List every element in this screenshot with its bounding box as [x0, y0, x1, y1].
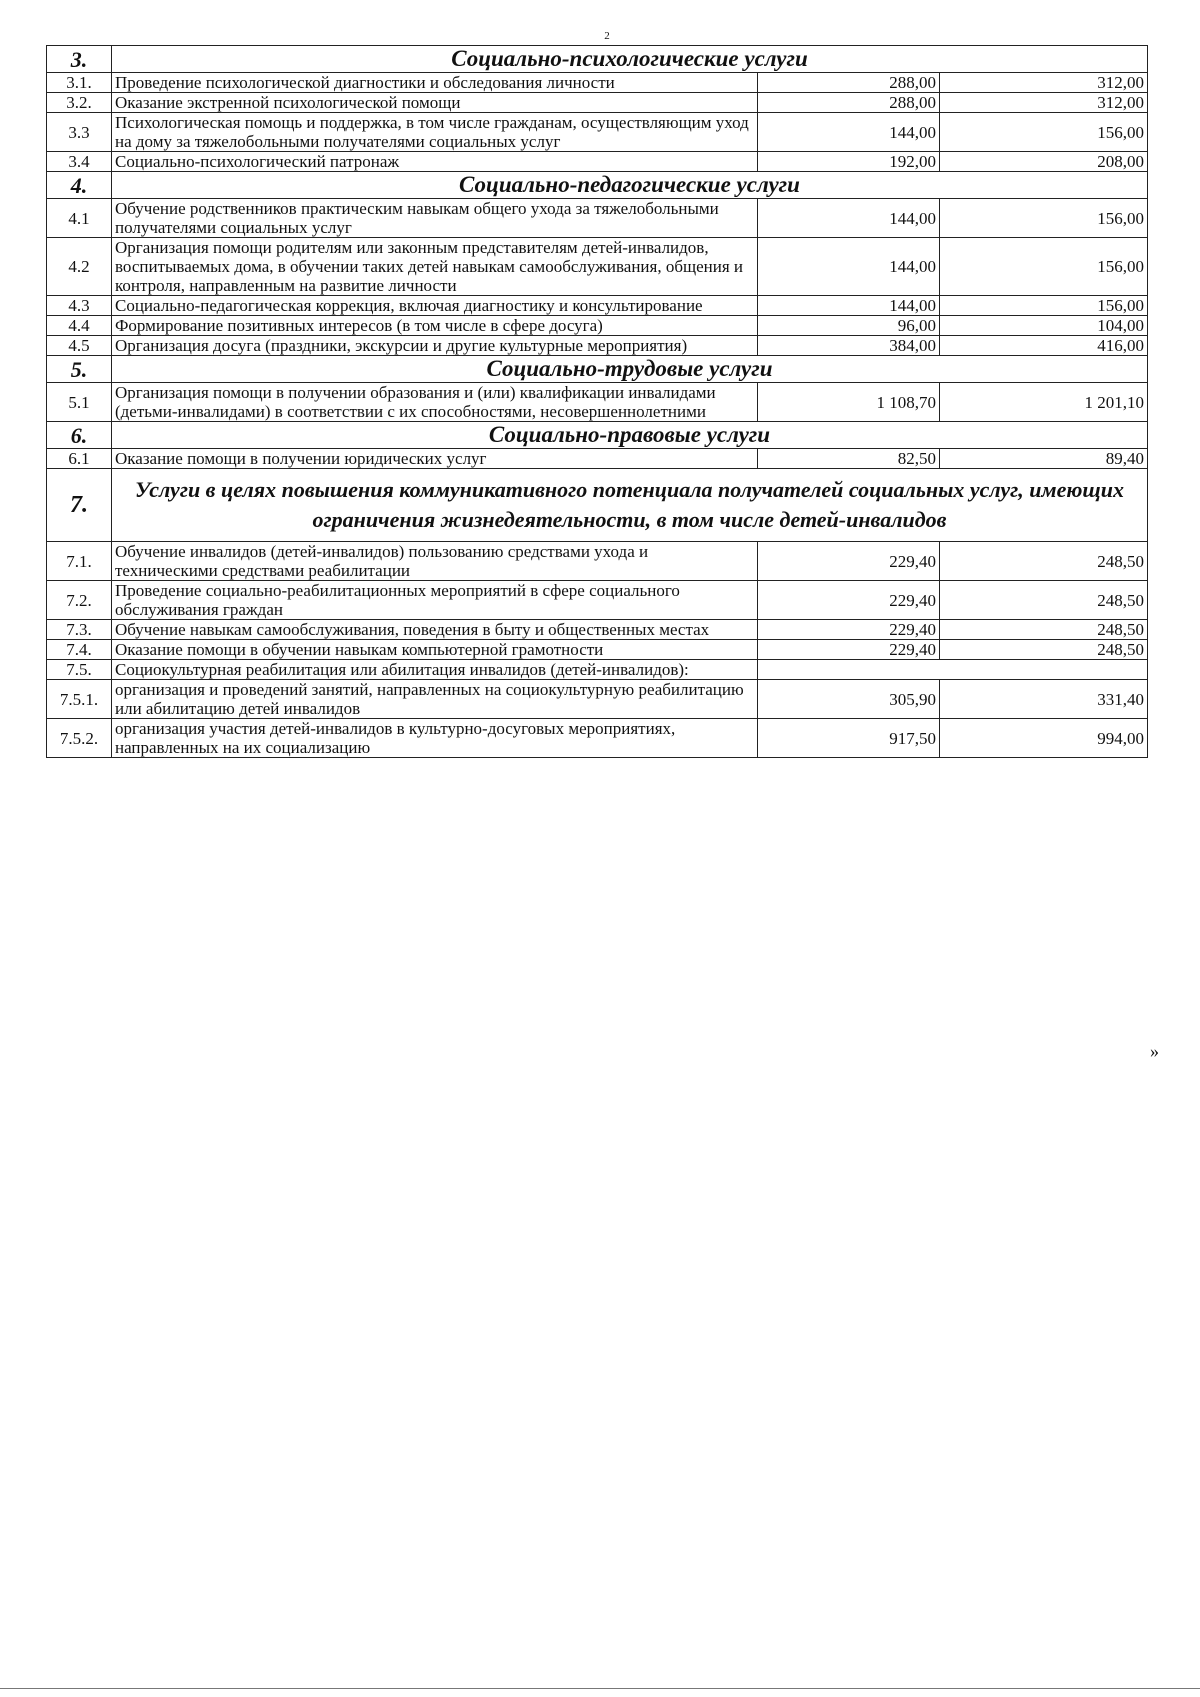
- service-name: Обучение инвалидов (детей-инвалидов) пользованию средствами ухода и техническими средствами реабилитации: [112, 542, 758, 581]
- price-value-1: 1 108,70: [758, 383, 940, 422]
- service-name: Оказание помощи в получении юридических услуг: [112, 449, 758, 469]
- row-number: 3.3: [47, 113, 112, 152]
- service-name: Проведение психологической диагностики и обследования личности: [112, 73, 758, 93]
- price-value-2: 994,00: [940, 719, 1148, 758]
- price-value-1: 144,00: [758, 296, 940, 316]
- closing-quote: »: [1150, 1041, 1159, 1061]
- row-number: 4.5: [47, 336, 112, 356]
- row-number: 4.1: [47, 199, 112, 238]
- service-name: Социально-педагогическая коррекция, включая диагностику и консультирование: [112, 296, 758, 316]
- section-number: 7.: [47, 469, 112, 542]
- row-number: 4.3: [47, 296, 112, 316]
- section-number: 3.: [47, 46, 112, 73]
- section-title: Социально-правовые услуги: [112, 422, 1148, 449]
- row-number: 7.4.: [47, 640, 112, 660]
- table-row: [47, 620, 1148, 640]
- section-header: [47, 46, 1148, 73]
- table-row: [47, 296, 1148, 316]
- price-value-2: 156,00: [940, 238, 1148, 296]
- row-number: 3.1.: [47, 73, 112, 93]
- price-value-2: 248,50: [940, 542, 1148, 581]
- table-row: [47, 238, 1148, 296]
- service-name: Обучение родственников практическим навыкам общего ухода за тяжелобольными получателями социальных услуг: [112, 199, 758, 238]
- price-value-2: 1 201,10: [940, 383, 1148, 422]
- section-title: Социально-педагогические услуги: [112, 172, 1148, 199]
- row-number: 7.1.: [47, 542, 112, 581]
- price-value-2: 156,00: [940, 199, 1148, 238]
- price-value-2: 208,00: [940, 152, 1148, 172]
- service-name: Обучение навыкам самообслуживания, поведения в быту и общественных местах: [112, 620, 758, 640]
- row-number: 7.2.: [47, 581, 112, 620]
- price-value-1: 96,00: [758, 316, 940, 336]
- service-name: Организация помощи в получении образования и (или) квалификации инвалидами (детьми-инвалидами) в соответствии с их способностями, несовершеннолетними: [112, 383, 758, 422]
- price-value-2: 248,50: [940, 581, 1148, 620]
- service-name: Оказание помощи в обучении навыкам компьютерной грамотности: [112, 640, 758, 660]
- services-price-table: [46, 45, 1148, 758]
- price-value-1: 288,00: [758, 93, 940, 113]
- table-row: [47, 316, 1148, 336]
- section-title: Социально-психологические услуги: [112, 46, 1148, 73]
- service-name: Оказание экстренной психологической помощи: [112, 93, 758, 113]
- table-row: [47, 336, 1148, 356]
- service-name: Психологическая помощь и поддержка, в том числе гражданам, осуществляющим уход на дому за тяжелобольными получателями социальных услуг: [112, 113, 758, 152]
- price-value-1: 229,40: [758, 640, 940, 660]
- price-value-2: 416,00: [940, 336, 1148, 356]
- row-number: 7.5.: [47, 660, 112, 680]
- section-header: [47, 469, 1148, 542]
- service-name: Организация помощи родителям или законным представителям детей-инвалидов, воспитываемых дома, в обучении таких детей навыкам самообслуживания, общения и контроля, направленным на развитие личности: [112, 238, 758, 296]
- price-value-1: 288,00: [758, 73, 940, 93]
- table-row: [47, 542, 1148, 581]
- table-row: [47, 73, 1148, 93]
- price-value-2: 89,40: [940, 449, 1148, 469]
- row-number: 3.2.: [47, 93, 112, 113]
- price-value-1: 144,00: [758, 238, 940, 296]
- price-value-1: 229,40: [758, 542, 940, 581]
- table-row: [47, 199, 1148, 238]
- section-header: [47, 172, 1148, 199]
- price-value-2: 331,40: [940, 680, 1148, 719]
- table-row: [47, 93, 1148, 113]
- price-value-1: 144,00: [758, 199, 940, 238]
- row-number: 7.5.1.: [47, 680, 112, 719]
- table-row: [47, 640, 1148, 660]
- price-value-1: 192,00: [758, 152, 940, 172]
- price-value-2: 156,00: [940, 296, 1148, 316]
- price-value-2: 312,00: [940, 73, 1148, 93]
- service-name: Социально-психологический патронаж: [112, 152, 758, 172]
- price-value-1: 384,00: [758, 336, 940, 356]
- section-header: [47, 422, 1148, 449]
- table-row: [47, 152, 1148, 172]
- section-number: 4.: [47, 172, 112, 199]
- service-name: Социокультурная реабилитация или абилитация инвалидов (детей-инвалидов):: [112, 660, 758, 680]
- price-value-2: 312,00: [940, 93, 1148, 113]
- table-body: [47, 46, 1148, 758]
- service-name: организация участия детей-инвалидов в культурно-досуговых мероприятиях, направленных на их социализацию: [112, 719, 758, 758]
- price-value-2: 248,50: [940, 620, 1148, 640]
- price-value-2: 156,00: [940, 113, 1148, 152]
- service-name: Формирование позитивных интересов (в том числе в сфере досуга): [112, 316, 758, 336]
- row-number: 5.1: [47, 383, 112, 422]
- price-value-2: 248,50: [940, 640, 1148, 660]
- row-number: 7.5.2.: [47, 719, 112, 758]
- table-row: [47, 660, 1148, 680]
- table-row: [47, 581, 1148, 620]
- table-row: [47, 719, 1148, 758]
- service-name: организация и проведений занятий, направленных на социокультурную реабилитацию или абилитацию детей инвалидов: [112, 680, 758, 719]
- section-title: Социально-трудовые услуги: [112, 356, 1148, 383]
- service-name: Проведение социально-реабилитационных мероприятий в сфере социального обслуживания граждан: [112, 581, 758, 620]
- row-number: 4.2: [47, 238, 112, 296]
- price-value-1: 82,50: [758, 449, 940, 469]
- service-name: Организация досуга (праздники, экскурсии и другие культурные мероприятия): [112, 336, 758, 356]
- section-number: 5.: [47, 356, 112, 383]
- price-value-1: 229,40: [758, 581, 940, 620]
- page-bottom-rule: [0, 1688, 1200, 1689]
- table-row: [47, 383, 1148, 422]
- section-header: [47, 356, 1148, 383]
- table-row: [47, 113, 1148, 152]
- empty-price-cell: [758, 660, 1148, 680]
- price-value-2: 104,00: [940, 316, 1148, 336]
- price-value-1: 917,50: [758, 719, 940, 758]
- price-value-1: 229,40: [758, 620, 940, 640]
- table-row: [47, 449, 1148, 469]
- row-number: 6.1: [47, 449, 112, 469]
- row-number: 4.4: [47, 316, 112, 336]
- section-number: 6.: [47, 422, 112, 449]
- page-number: 2: [604, 30, 610, 42]
- price-value-1: 305,90: [758, 680, 940, 719]
- row-number: 7.3.: [47, 620, 112, 640]
- table-row: [47, 680, 1148, 719]
- section-title: Услуги в целях повышения коммуникативного потенциала получателей социальных услуг, имеющих ограничения жизнедеятельности, в том числе детей-инвалидов: [112, 469, 1148, 542]
- row-number: 3.4: [47, 152, 112, 172]
- price-value-1: 144,00: [758, 113, 940, 152]
